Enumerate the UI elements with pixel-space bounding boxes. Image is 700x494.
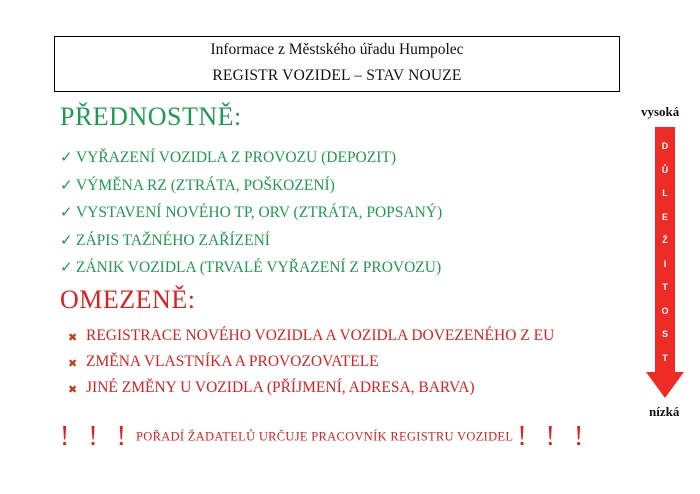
scale-high-label: vysoká [641,104,680,119]
footer-note [60,421,640,453]
priority-list [60,148,442,286]
cross-icon: ✖ [68,384,78,396]
list-item: ✓ ZÁPIS TAŽNÉHO ZAŘÍZENÍ [60,231,270,249]
list-item: ✓ VYSTAVENÍ NOVÉHO TP, ORV (ZTRÁTA, POPSANÝ) [60,204,443,221]
list-item: ✓ ZÁNIK VOZIDLA (TRVALÉ VYŘAZENÍ Z PROVOZU) [60,259,442,276]
exclamation-left: ! ! ! [60,421,132,452]
header-title: Informace z Městského úřadu Humpolec [210,41,464,58]
list-item: ✓ VYŘAZENÍ VOZIDLA Z PROVOZU (DEPOZIT) [60,149,397,166]
header-box [54,36,620,92]
limited-title: OMEZENĚ: [60,285,196,314]
footer-text: POŘADÍ ŽADATELŮ URČUJE PRACOVNÍK REGISTRU VOZIDEL [135,429,514,444]
header-subtitle: REGISTR VOZIDEL – STAV NOUZE [212,67,462,84]
check-icon: ✓ [60,205,73,221]
importance-arrow [643,127,687,400]
cross-icon: ✖ [68,332,78,344]
list-item: ✖ JINÉ ZMĚNY U VOZIDLA (PŘÍJMENÍ, ADRESA, BARVA) [60,378,554,404]
scale-low-label: nízká [649,404,680,419]
priority-title: PŘEDNOSTNĚ: [60,102,242,131]
limited-list [60,326,554,404]
check-icon: ✓ [60,232,73,249]
importance-word: D Ů L E Ž I T O S T [661,141,669,363]
list-item: ✓ VÝMĚNA RZ (ZTRÁTA, POŠKOZENÍ) [60,176,335,194]
check-icon: ✓ [60,260,73,276]
exclamation-right: ! ! ! [517,421,590,452]
check-icon: ✓ [60,177,73,194]
list-item: ✖ ZMĚNA VLASTNÍKA A PROVOZOVATELE [60,352,554,378]
check-icon: ✓ [60,150,73,166]
list-item: ✖ REGISTRACE NOVÉHO VOZIDLA A VOZIDLA DOVEZENÉHO Z EU [60,326,554,352]
cross-icon: ✖ [68,358,78,370]
